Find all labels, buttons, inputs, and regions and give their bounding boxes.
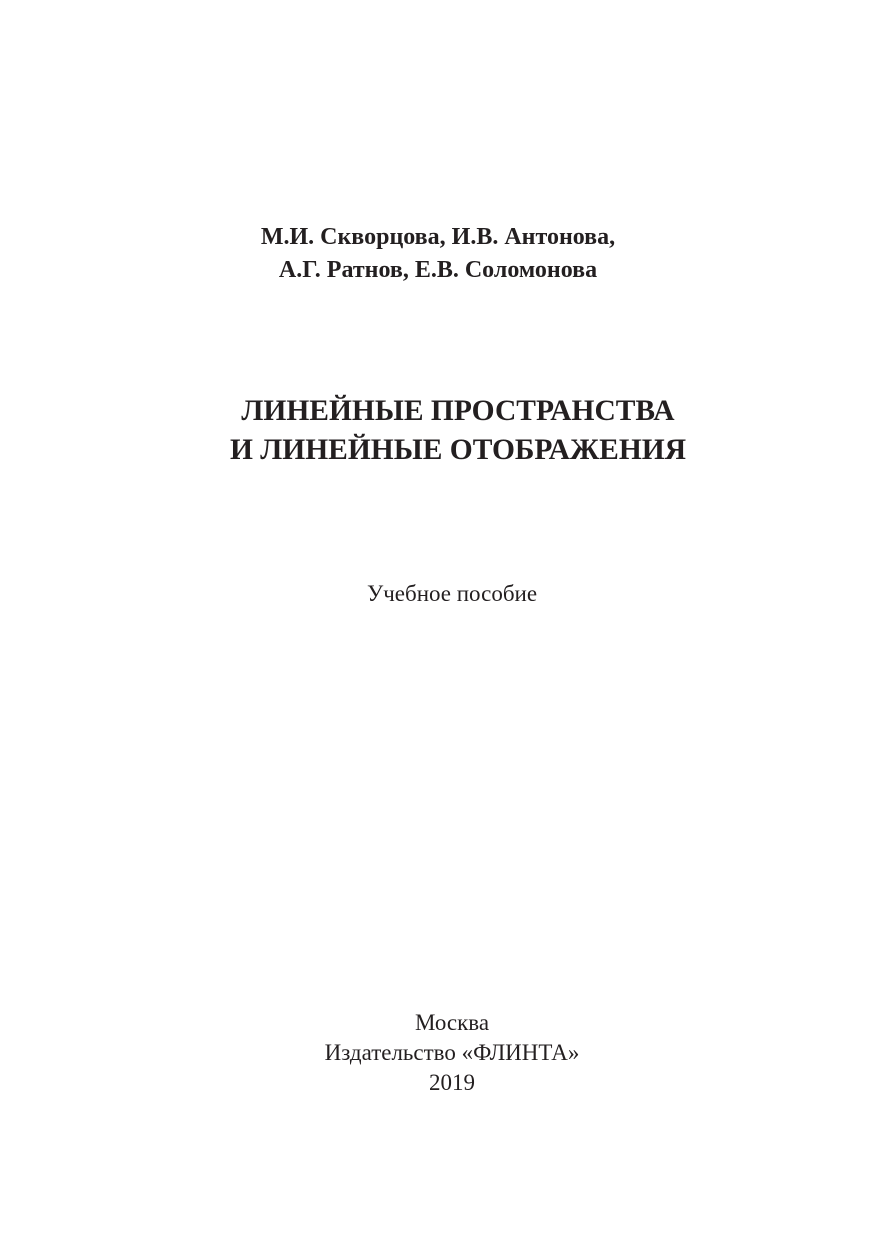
authors-line-2: А.Г. Ратнов, Е.В. Соломонова xyxy=(278,257,598,283)
book-title xyxy=(0,392,876,470)
imprint-publisher: Издательство «ФЛИНТА» xyxy=(324,1040,580,1065)
imprint-city: Москва xyxy=(414,1010,490,1035)
book-title-line-2: И ЛИНЕЙНЫЕ ОТОБРАЖЕНИЯ xyxy=(229,434,687,466)
authors-line-1: М.И. Скворцова, И.В. Антонова, xyxy=(260,224,616,250)
imprint-block xyxy=(0,1008,876,1098)
book-type: Учебное пособие xyxy=(366,581,538,606)
authors-block xyxy=(0,221,876,287)
imprint-year: 2019 xyxy=(429,1070,475,1095)
book-title-line-1: ЛИНЕЙНЫЕ ПРОСТРАНСТВА xyxy=(241,395,675,427)
